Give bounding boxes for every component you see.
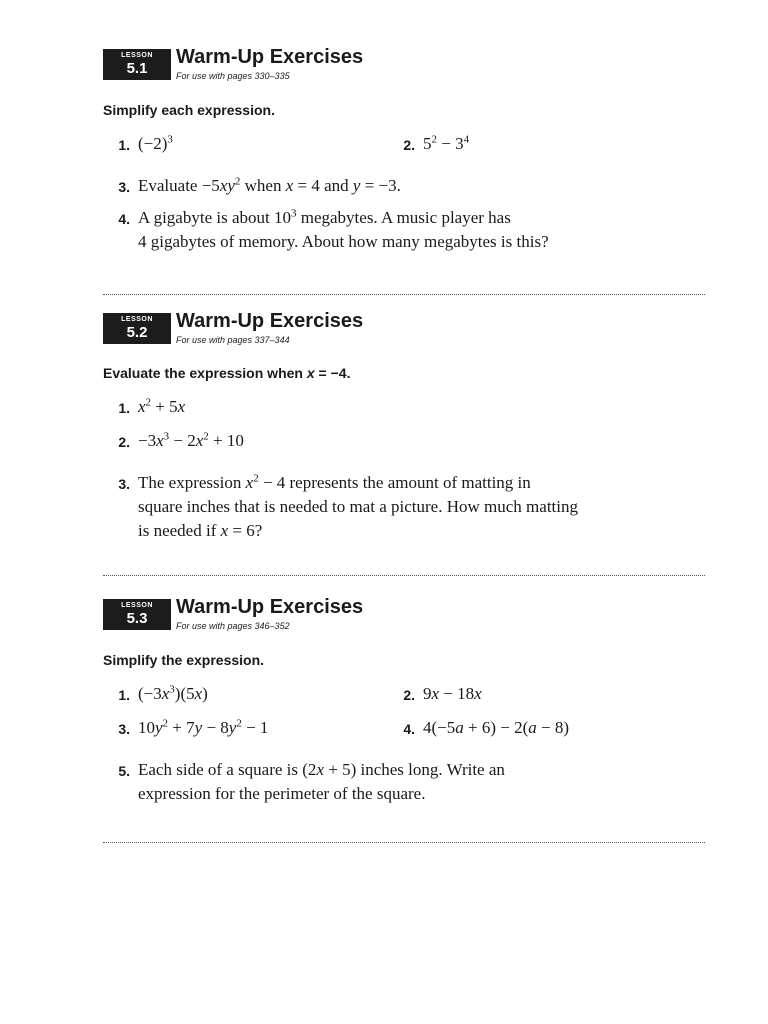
exercise-text: A gigabyte is about $10^3$ megabytes. A music player has 4 gigabytes of memory. About how many megabytes is this? [138,207,549,251]
lesson-number: 5.3 [126,610,148,627]
lesson-label: LESSON [121,316,153,323]
section-divider [103,842,705,843]
section-title: Warm-Up Exercises [176,596,364,618]
exercise-text: $5^2 - 3^4$ [423,133,470,153]
exercise-text: $(-3x^3)(5x)$ [138,683,208,703]
exercise-text: $10y^2 + 7y - 8y^2 - 1$ [138,717,269,737]
lesson-label: LESSON [121,52,153,59]
exercise-text: 4(−5a + 6) − 2(a − 8) [423,718,569,737]
instruction: Evaluate the expression when x = −4. [103,365,351,381]
page-range: For use with pages 346–352 [176,621,290,631]
exercise-text: Evaluate $-5xy^2$ when x = 4 and y = −3. [138,175,401,195]
lesson-number: 5.1 [126,60,148,77]
section-title: Warm-Up Exercises [176,310,364,332]
instruction: Simplify each expression. [103,102,275,118]
lesson-badge [103,599,171,630]
instruction: Simplify the expression. [103,652,265,668]
section-divider [103,294,705,295]
page-range: For use with pages 330–335 [176,71,290,81]
section-divider [103,575,705,576]
exercise-text: Each side of a square is (2x + 5) inches long. Write an expression for the perimeter of the square. [138,760,505,803]
exercise-text: $-3x^3 - 2x^2 + 10$ [138,430,244,450]
lesson-number: 5.2 [126,324,148,341]
section-title: Warm-Up Exercises [176,46,364,68]
exercise-text: The expression $x^2 - 4$ represents the amount of matting in square inches that is needed to mat a picture. How much matting is needed if x = 6? [138,472,578,540]
page-range: For use with pages 337–344 [176,335,290,345]
exercise-text: $x^2 + 5x$ [138,396,186,416]
exercise-text: $(-2)^3$ [138,133,173,153]
exercise-text: 9x − 18x [423,684,482,703]
lesson-badge [103,313,171,344]
lesson-badge [103,49,171,80]
lesson-label: LESSON [121,602,153,609]
